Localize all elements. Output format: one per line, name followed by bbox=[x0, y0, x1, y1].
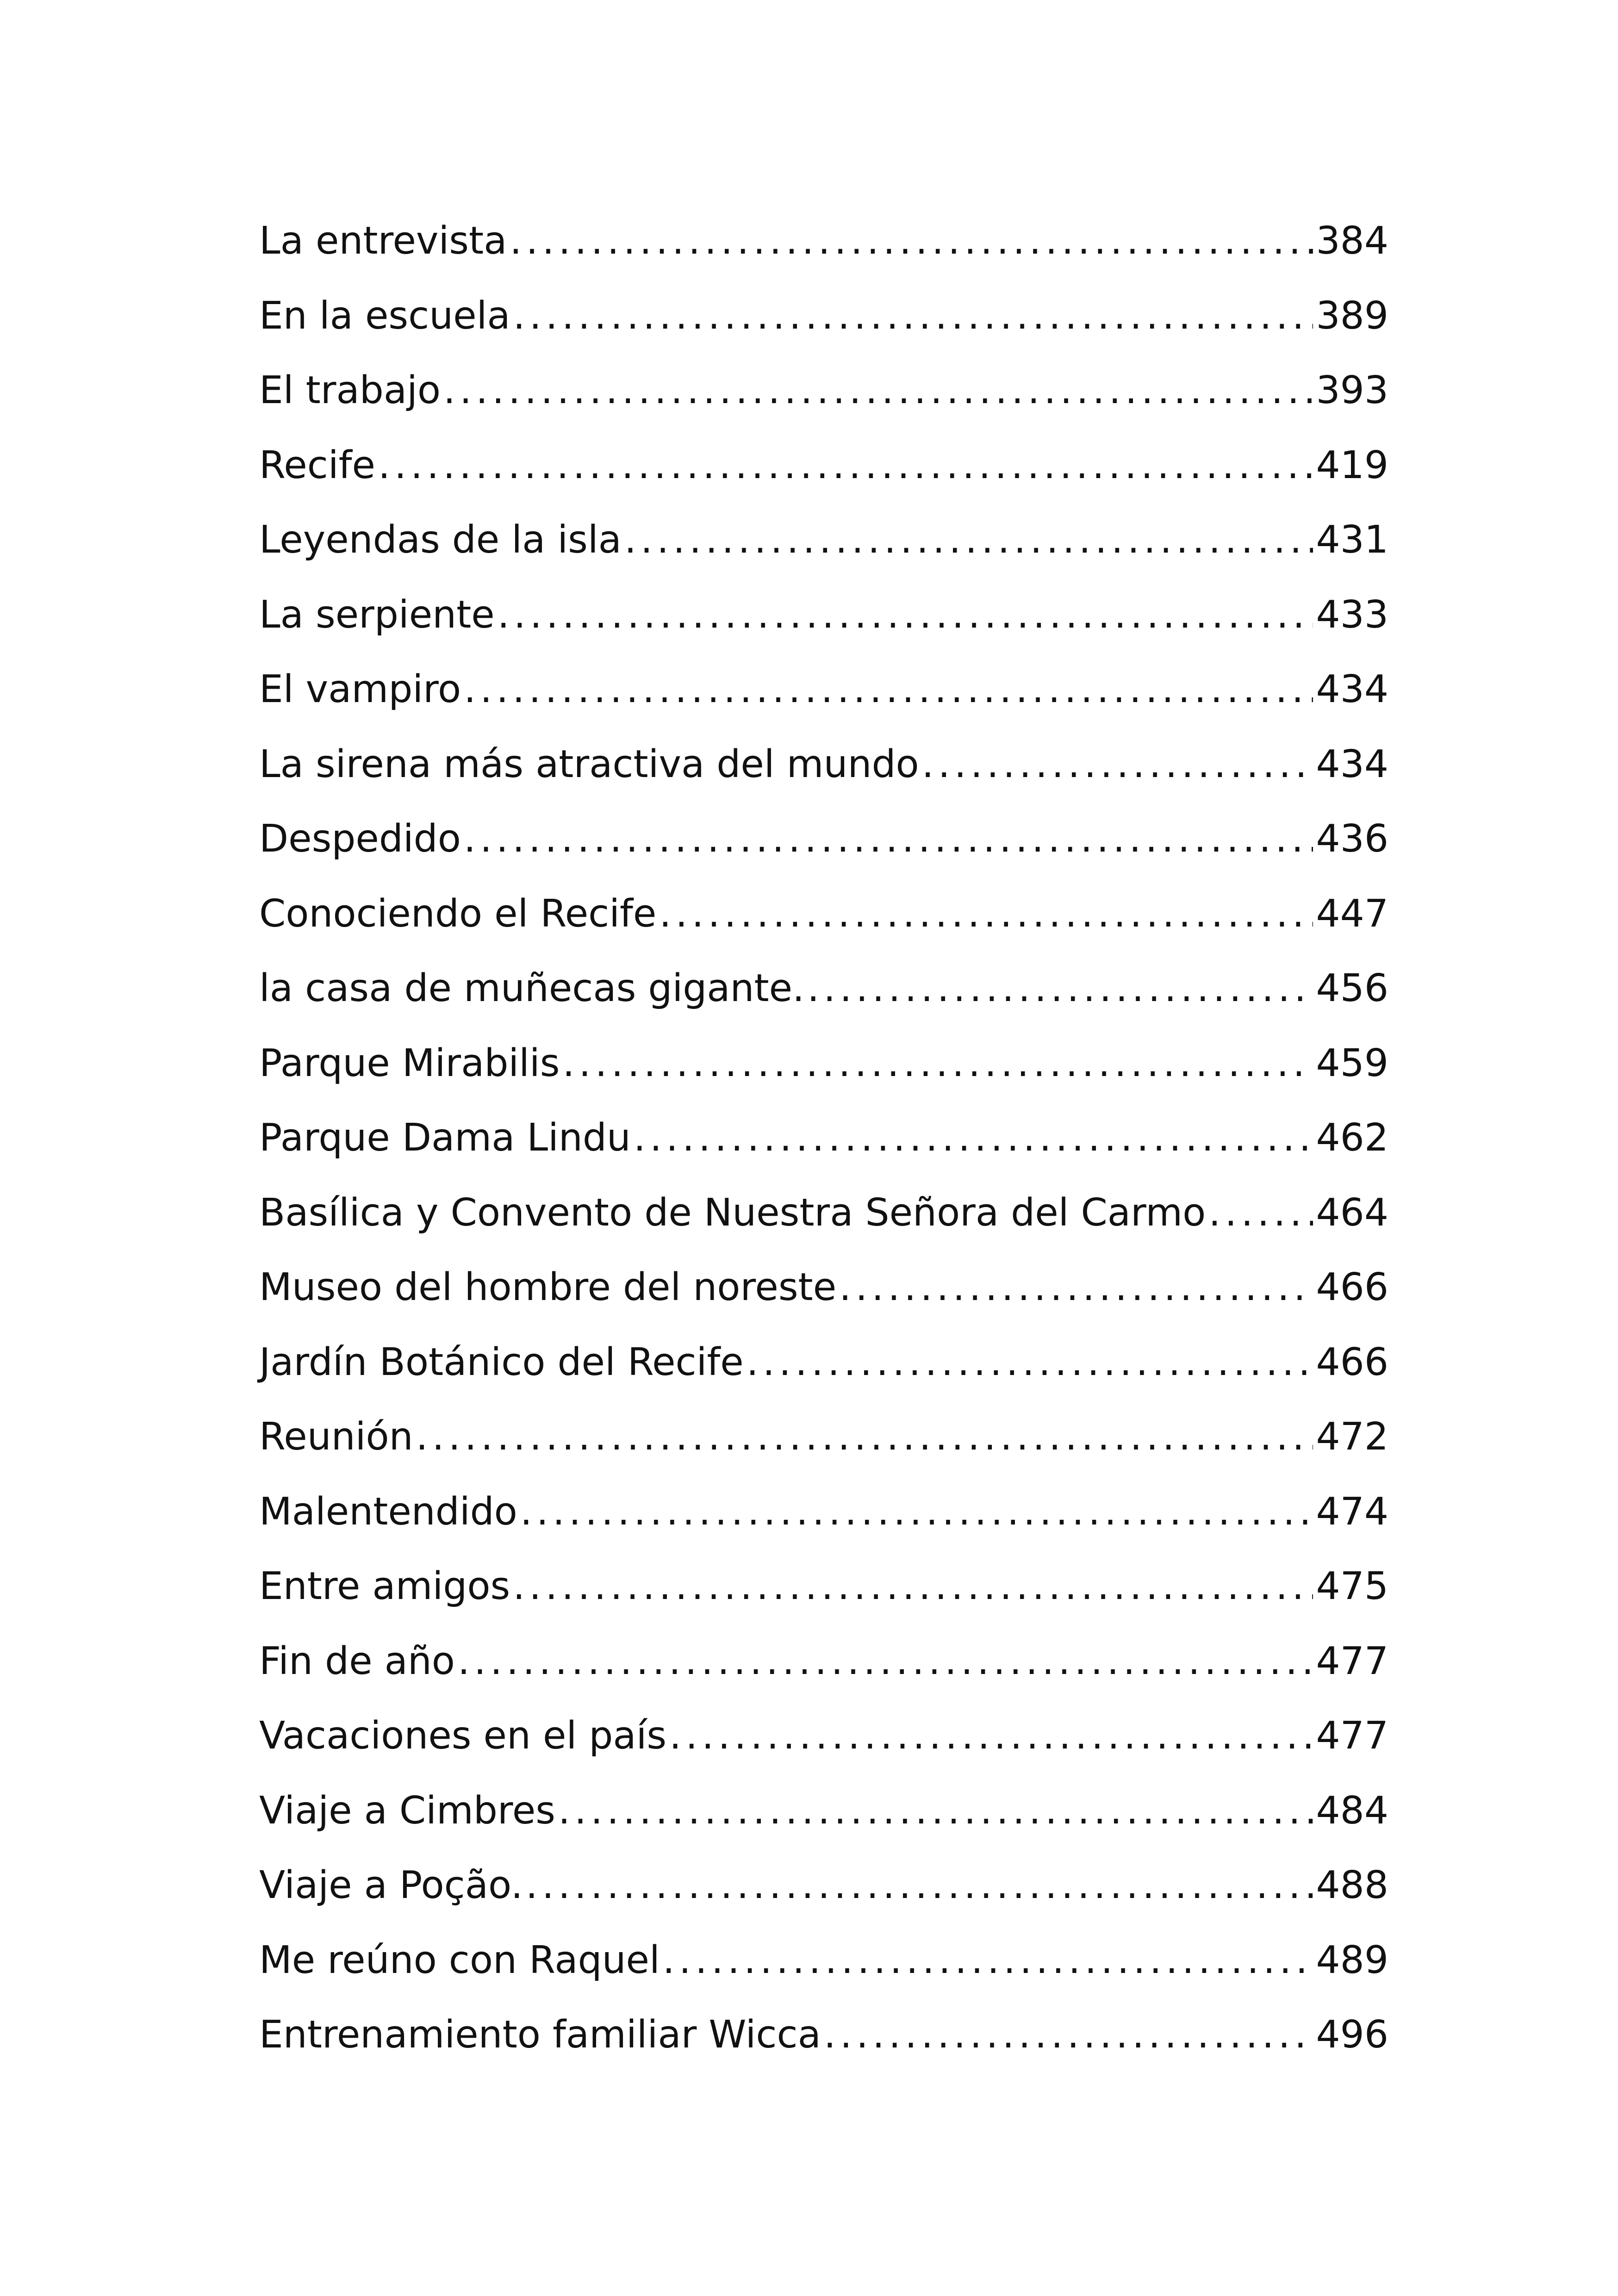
dot-leader bbox=[513, 279, 1313, 354]
entry-title: El vampiro bbox=[259, 667, 461, 711]
dot-leader bbox=[464, 802, 1313, 877]
entry-page-number: 384 bbox=[1316, 219, 1388, 263]
toc-entry[interactable] bbox=[259, 1923, 1388, 1998]
entry-title: Viaje a Cimbres bbox=[259, 1788, 555, 1833]
dot-leader bbox=[513, 1549, 1313, 1624]
entry-title: Recife bbox=[259, 443, 375, 487]
dot-leader bbox=[458, 1624, 1313, 1699]
dot-leader bbox=[1208, 1176, 1313, 1251]
entry-page-number: 466 bbox=[1316, 1340, 1388, 1384]
entry-title: Entre amigos bbox=[259, 1564, 510, 1608]
table-of-contents bbox=[259, 204, 1388, 2072]
toc-entry[interactable] bbox=[259, 279, 1388, 354]
dot-leader bbox=[558, 1773, 1313, 1848]
toc-entry[interactable] bbox=[259, 877, 1388, 952]
entry-title: la casa de muñecas gigante. bbox=[259, 966, 805, 1010]
entry-title: Parque Mirabilis bbox=[259, 1041, 560, 1085]
toc-entry[interactable] bbox=[259, 1848, 1388, 1923]
dot-leader bbox=[378, 428, 1313, 503]
entry-page-number: 477 bbox=[1316, 1639, 1388, 1683]
toc-entry[interactable] bbox=[259, 1101, 1388, 1176]
dot-leader bbox=[807, 951, 1313, 1026]
entry-page-number: 434 bbox=[1316, 742, 1388, 786]
dot-leader bbox=[562, 1026, 1313, 1101]
entry-title: Fin de año bbox=[259, 1639, 455, 1683]
entry-title: La entrevista bbox=[259, 219, 507, 263]
entry-page-number: 488 bbox=[1316, 1863, 1388, 1907]
toc-entry[interactable] bbox=[259, 727, 1388, 802]
dot-leader bbox=[526, 1848, 1313, 1923]
toc-entry[interactable] bbox=[259, 428, 1388, 503]
dot-leader bbox=[824, 1997, 1313, 2072]
dot-leader bbox=[498, 578, 1313, 653]
entry-page-number: 496 bbox=[1316, 2013, 1388, 2057]
dot-leader bbox=[510, 204, 1313, 279]
entry-title: Malentendido bbox=[259, 1489, 517, 1534]
dot-leader bbox=[443, 353, 1313, 428]
entry-title: Vacaciones en el país bbox=[259, 1714, 667, 1758]
dot-leader bbox=[669, 1699, 1313, 1773]
entry-title: Reunión bbox=[259, 1415, 413, 1459]
dot-leader bbox=[663, 1923, 1313, 1998]
toc-entry[interactable] bbox=[259, 204, 1388, 279]
entry-title: Basílica y Convento de Nuestra Señora del Carmo bbox=[259, 1190, 1206, 1235]
entry-page-number: 433 bbox=[1316, 592, 1388, 637]
dot-leader bbox=[747, 1325, 1313, 1400]
entry-title: Entrenamiento familiar Wicca bbox=[259, 2013, 821, 2057]
toc-entry[interactable] bbox=[259, 1624, 1388, 1699]
entry-title: En la escuela bbox=[259, 293, 510, 338]
toc-entry[interactable] bbox=[259, 1549, 1388, 1624]
entry-title: Viaje a Poção. bbox=[259, 1863, 523, 1907]
entry-page-number: 462 bbox=[1316, 1116, 1388, 1160]
entry-title: Museo del hombre del noreste bbox=[259, 1265, 837, 1309]
entry-title: Jardín Botánico del Recife bbox=[259, 1340, 744, 1384]
toc-entry[interactable] bbox=[259, 1699, 1388, 1773]
entry-title: Leyendas de la isla bbox=[259, 518, 622, 562]
entry-title: La sirena más atractiva del mundo bbox=[259, 742, 919, 786]
entry-page-number: 472 bbox=[1316, 1415, 1388, 1459]
entry-title: Parque Dama Lindu bbox=[259, 1116, 631, 1160]
toc-entry[interactable] bbox=[259, 1176, 1388, 1251]
entry-page-number: 434 bbox=[1316, 667, 1388, 711]
toc-entry[interactable] bbox=[259, 1773, 1388, 1848]
dot-leader bbox=[634, 1101, 1313, 1176]
toc-entry[interactable] bbox=[259, 1250, 1388, 1325]
toc-entry[interactable] bbox=[259, 652, 1388, 727]
entry-page-number: 459 bbox=[1316, 1041, 1388, 1085]
entry-page-number: 393 bbox=[1316, 368, 1388, 412]
entry-page-number: 489 bbox=[1316, 1938, 1388, 1982]
entry-page-number: 389 bbox=[1316, 293, 1388, 338]
toc-entry[interactable] bbox=[259, 503, 1388, 578]
toc-entry[interactable] bbox=[259, 578, 1388, 653]
entry-title: La serpiente bbox=[259, 592, 495, 637]
toc-entry[interactable] bbox=[259, 1475, 1388, 1549]
entry-page-number: 477 bbox=[1316, 1714, 1388, 1758]
dot-leader bbox=[624, 503, 1313, 578]
dot-leader bbox=[416, 1400, 1313, 1475]
entry-page-number: 466 bbox=[1316, 1265, 1388, 1309]
entry-page-number: 447 bbox=[1316, 891, 1388, 936]
toc-entry[interactable] bbox=[259, 802, 1388, 877]
dot-leader bbox=[464, 652, 1313, 727]
entry-page-number: 484 bbox=[1316, 1788, 1388, 1833]
entry-title: Despedido bbox=[259, 817, 461, 861]
dot-leader bbox=[659, 877, 1313, 952]
toc-entry[interactable] bbox=[259, 951, 1388, 1026]
toc-entry[interactable] bbox=[259, 353, 1388, 428]
entry-page-number: 474 bbox=[1316, 1489, 1388, 1534]
toc-entry[interactable] bbox=[259, 1325, 1388, 1400]
dot-leader bbox=[839, 1250, 1313, 1325]
toc-entry[interactable] bbox=[259, 1026, 1388, 1101]
entry-page-number: 464 bbox=[1316, 1190, 1388, 1235]
entry-page-number: 475 bbox=[1316, 1564, 1388, 1608]
toc-entry[interactable] bbox=[259, 1400, 1388, 1475]
toc-entry[interactable] bbox=[259, 1997, 1388, 2072]
entry-page-number: 456 bbox=[1316, 966, 1388, 1010]
dot-leader bbox=[922, 727, 1313, 802]
entry-page-number: 419 bbox=[1316, 443, 1388, 487]
entry-page-number: 436 bbox=[1316, 817, 1388, 861]
entry-page-number: 431 bbox=[1316, 518, 1388, 562]
dot-leader bbox=[520, 1475, 1313, 1549]
entry-title: Me reúno con Raquel bbox=[259, 1938, 660, 1982]
entry-title: El trabajo bbox=[259, 368, 441, 412]
entry-title: Conociendo el Recife bbox=[259, 891, 657, 936]
